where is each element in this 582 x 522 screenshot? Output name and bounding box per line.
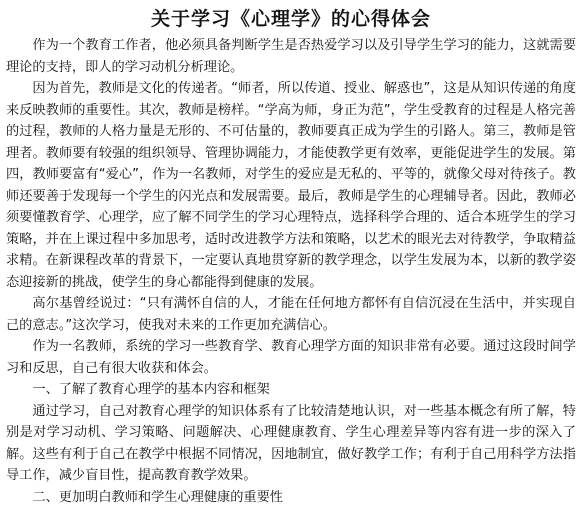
section-two-heading: 二、更加明白教师和学生心理健康的重要性: [32, 489, 283, 505]
gorky-quote-paragraph: 高尔基曾经说过：“只有满怀自信的人，才能在任何地方都怀有自信沉浸在生活中，并实现自己的意志。”这次学习，使我对未来的工作更加充满信心。: [6, 296, 576, 333]
section-one-paragraph: 通过学习，自己对教育心理学的知识体系有了比较清楚地认识，对一些基本概念有所了解，特别是对学习动机、学习策略、问题解决、心理健康教育、学生心理差异等内容有进一步的深入了解。这些有利于自己在教学中根据不同情况，因地制宜，做好教学工作；有利于自己用科学方法指导工作，减少盲目性，提高教育教学效果。: [6, 403, 576, 483]
intro-paragraph: 作为一个教育工作者，他必须具备判断学生是否热爱学习以及引导学生学习的能力，这就需要理论的支持，即人的学习动机分析理论。: [6, 38, 576, 75]
section-one-heading: 一、了解了教育心理学的基本内容和框架: [32, 382, 270, 397]
study-summary-paragraph: 作为一名教师，系统的学习一些教育学、教育心理学方面的知识非常有必要。通过这段时间学习和反思，自己有很大收获和体会。: [6, 339, 576, 376]
document-title: 关于学习《心理学》的心得体会: [150, 8, 431, 30]
teacher-roles-paragraph: 因为首先，教师是文化的传递者。“师者，所以传道、授业、解惑也”，这是从知识传递的角度来反映教师的重要性。其次，教师是榜样。“学高为师，身正为范”，学生受教育的过程是人格完善的过程，教师的人格力量是无形的、不可估量的，教师要真正成为学生的引路人。第三，教师是管理者。教师要有较强的组织领导、管理协调能力，才能使教学更有效率，更能促进学生的发展。第四，教师要富有“爱心”，作为一名教师，对学生的爱应是无私的、平等的，就像父母对待孩子。教师还要善于发现每一个学生的闪光点和发展需要。最后，教师是学生的心理辅导者。因此，教师必须要懂教育学、心理学，应了解不同学生的学习心理特点，选择科学合理的、适合本班学生的学习策略，并在上课过程中多加思考，适时改进教学方法和策略，以艺术的眼光去对待教学，争取精益求精。在新课程改革的背景下，一定要认真地贯穿新的教学理念，以学生发展为本，以新的教学姿态迎接新的挑战，使学生的身心都能得到健康的发展。: [6, 81, 576, 290]
